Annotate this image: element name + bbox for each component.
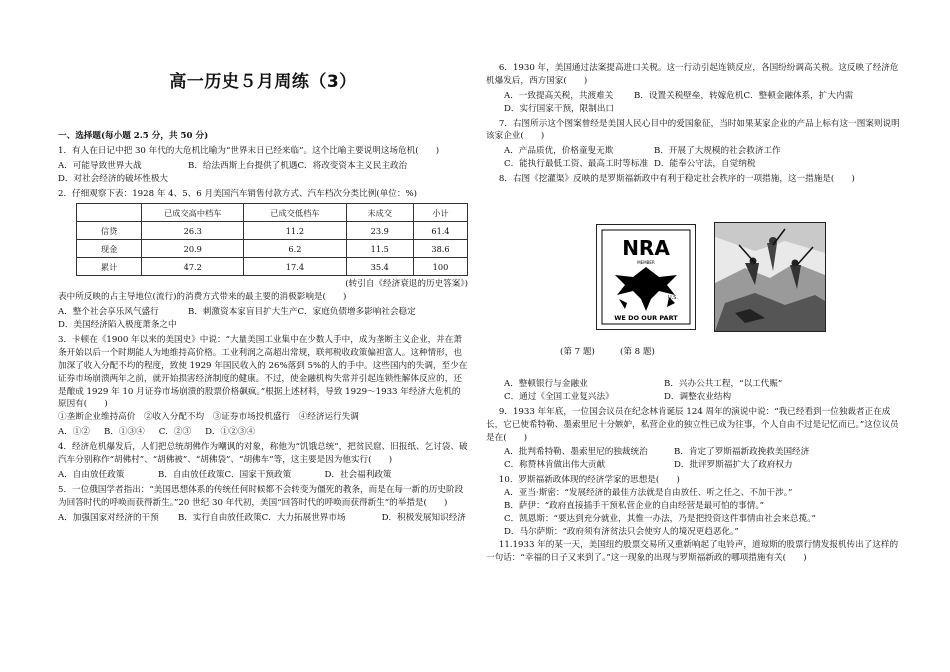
option-c[interactable]: C．②③ <box>158 427 192 438</box>
question-6 <box>486 62 906 116</box>
option-c[interactable]: C．大力拓展世界市场 <box>261 512 346 523</box>
option-a[interactable]: A．整顿银行与金融业 <box>504 379 588 389</box>
table-cell: 6.2 <box>244 240 346 258</box>
table-cell: 35.4 <box>346 258 413 276</box>
table-header-cell: 小计 <box>413 204 467 222</box>
question-11-stem: 11.1933 年的某一天，美国纽约股票交易所又重新响起了电铃声，道琼斯的股票行情发报机传出了这样的一句话：“幸福的日子又来到了。”这一现象的出现与罗斯福新政的哪项措施有关( ) <box>486 539 899 563</box>
figure-8-caption: (第 8 题) <box>620 347 655 357</box>
right-column-top <box>486 62 906 186</box>
option-c[interactable]: C．家庭负债增多影响社会稳定 <box>297 307 416 318</box>
option-c[interactable]: C．称赞林肯做出伟大贡献 <box>504 460 606 471</box>
question-3 <box>58 334 468 439</box>
question-8-stem: 8．右图《挖灌渠》反映的是罗斯福新政中有利于稳定社会秩序的一项措施，这一措施是( ) <box>498 174 855 185</box>
question-3-items: ①垄断企业维持高价 ②收入分配不均 ③证券市场投机盛行 ④经济运行失调 <box>58 412 359 423</box>
option-b[interactable]: B．实行自由放任政策 <box>178 512 262 523</box>
option-d[interactable]: D．调整农业结构 <box>664 391 732 402</box>
question-9-options <box>504 446 906 472</box>
question-7-options <box>504 145 906 171</box>
question-10-stem: 10．罗斯福新政体现的经济学家的思想是( ) <box>498 475 680 486</box>
option-d[interactable]: D．对社会经济的破坏性极大 <box>58 173 169 184</box>
option-a[interactable]: A．产品质优，价格童叟无欺 <box>504 146 614 157</box>
option-b[interactable]: B．给法西斯上台提供了机遇 <box>188 160 298 171</box>
nra-poster-image <box>596 224 696 330</box>
canal-workers-illustration-icon <box>715 223 825 331</box>
option-b[interactable]: B．开展了大规模的社会救济工作 <box>654 146 781 157</box>
option-d[interactable]: D．马尔萨斯：“政府须有济贫法只会使穷人的境况更趋恶化。” <box>504 526 739 537</box>
table-row <box>77 222 468 240</box>
question-1 <box>58 145 468 186</box>
nra-eagle-icon <box>597 225 695 329</box>
option-d[interactable]: D．社会福利政策 <box>324 469 392 480</box>
table-row <box>77 258 468 276</box>
option-c[interactable]: C．整顿金融体系，扩大内需 <box>743 90 854 101</box>
option-c[interactable]: C．通过《全国工业复兴法》 <box>504 391 614 402</box>
table-cell: 17.4 <box>244 258 346 276</box>
question-5 <box>58 484 468 525</box>
left-column <box>58 130 468 526</box>
table-row <box>77 240 468 258</box>
question-1-stem: 1．有人在日记中把 30 年代的大危机比喻为“世界末日已经来临”。这个比喻主要说明这场危机( ) <box>58 145 440 156</box>
option-b[interactable]: B．设置关税壁垒，转嫁危机 <box>634 90 744 101</box>
table-header-cell <box>77 204 142 222</box>
option-a[interactable]: A．批判希特勒、墨索里尼的独裁统治 <box>504 447 648 458</box>
question-2 <box>58 188 468 332</box>
option-a[interactable]: A．亚当·斯密：“发展经济的最佳方法就是自由放任、听之任之、不加干涉。” <box>504 488 793 499</box>
table-cell: 现金 <box>77 240 142 258</box>
option-d[interactable]: D．批评罗斯福扩大了政府权力 <box>674 460 793 471</box>
option-b[interactable]: B．自由放任政策 <box>158 469 225 480</box>
question-10 <box>486 474 906 538</box>
table-cell: 20.9 <box>142 240 244 258</box>
option-a[interactable]: A．①② <box>58 427 90 438</box>
poster-nra-text: NRA <box>622 236 670 260</box>
question-6-stem: 6．1930 年，美国通过法案提高进口关税。这一行动引起连锁反应，各国纷纷调高关税。这反映了经济危机爆发后，西方国家( ) <box>486 63 899 86</box>
option-d[interactable]: D．实行国家干预，限制出口 <box>504 103 615 114</box>
option-b[interactable]: B．萨伊：“政府直接插手干预私营企业的自由经营是最可怕的事情。” <box>504 501 765 512</box>
option-b[interactable]: B．兴办公共工程，“以工代赈” <box>664 379 783 389</box>
table-header-cell: 已成交低档车 <box>244 204 346 222</box>
option-a[interactable]: A．整个社会享乐风气盛行 <box>58 307 159 318</box>
question-9 <box>486 406 906 472</box>
table-source: (转引自《经济衰退的历史答案》) <box>345 279 468 290</box>
question-4-stem: 4．经济危机爆发后，人们把总统胡佛作为嘲讽的对象，称他为“饥饿总统”，把贫民窟、旧报纸、乞讨袋、破汽车分别称作“胡佛村”、“胡佛被”、“胡佛袋”、“胡佛车”等，这主要是因为他实行( ) <box>58 442 468 466</box>
table-header-cell: 未成交 <box>346 204 413 222</box>
poster-us-text: U.S. <box>667 295 679 301</box>
table-cell: 100 <box>413 258 467 276</box>
option-a[interactable]: A．自由放任政策 <box>58 469 125 480</box>
question-7 <box>486 118 906 172</box>
option-d[interactable]: D．美国经济陷入极度萧条之中 <box>58 320 177 331</box>
table-cell: 累计 <box>77 258 142 276</box>
question-2-question: 表中所反映的占主导地位(流行)的消费方式带来的最主要的消极影响是( ) <box>58 292 347 303</box>
question-1-options <box>58 160 468 186</box>
option-b[interactable]: B．肯定了罗斯福新政挽救美国经济 <box>674 447 810 458</box>
question-5-options <box>58 512 468 525</box>
question-4-options <box>58 469 468 482</box>
question-11 <box>486 539 906 565</box>
option-c[interactable]: C．凯恩斯：“要达到充分就业，其惟一办法，乃是把投资这件事情由社会来总揽。” <box>504 513 816 524</box>
option-b[interactable]: B．刺激资本家盲目扩大生产 <box>188 307 298 318</box>
page-title: 高一历史５月周练（3） <box>169 72 357 92</box>
table-cell: 23.9 <box>346 222 413 240</box>
question-8-options <box>504 378 906 404</box>
question-4 <box>58 441 468 482</box>
question-3-stem: 3．卡顿在《1900 年以来的美国史》中说：“大量美国工业集中在少数人手中，成为垄断主义企业，并在萧条开始以后一个时期能人为地维持高价格。工业利润之高超出常规，联邦税收政策偏袒富人。这种情形，也加深了收入分配不均的程度，致使 1929 年国民收入的 26%落到 5%的人的手中。这些国内的失调，至少在证券市场崩溃两年之前，就开始损害经济制度的健康。不过，使金融机构失常并引起连锁性解体反应的，还是酿成 1929 年 10 月证券市场崩溃的股票价格飙疯。”根据上述材料，导致 1929～1933 年经济大危机的原因有( ) <box>58 335 468 410</box>
table-cell: 信贷 <box>77 222 142 240</box>
question-6-options <box>504 90 906 116</box>
table-header-row <box>77 204 468 222</box>
poster-member-text: MEMBER <box>637 260 655 265</box>
figures <box>596 222 826 332</box>
sales-table <box>76 203 468 276</box>
option-a[interactable]: A．加强国家对经济的干预 <box>58 512 159 523</box>
figure-7-caption: (第 7 题) <box>560 347 595 357</box>
table-cell: 11.2 <box>244 222 346 240</box>
option-d[interactable]: D．能奉公守法，自觉纳税 <box>654 159 756 170</box>
question-3-options <box>58 426 468 439</box>
right-column-bottom <box>486 376 906 564</box>
question-10-options <box>504 487 906 539</box>
option-d[interactable]: D．①②③④ <box>205 427 255 438</box>
option-c[interactable]: C．能执行最低工资、最高工时等标准 <box>504 159 649 170</box>
option-c[interactable]: C．将改变资本主义民主政治 <box>297 160 408 171</box>
question-2-stem: 2．仔细观察下表：1928 年 4、5、6 月美国汽车销售付款方式、汽车档次分类比例(单位：%) <box>58 188 417 199</box>
option-c[interactable]: C．国家干预政策 <box>224 469 292 480</box>
question-2-options <box>58 306 468 332</box>
table-header-cell: 已成交高中档车 <box>142 204 244 222</box>
question-5-stem: 5．一位俄国学者指出：“美国思想体系的传统任何时候都不会转变为僵死的教条，而是在每一新的历史阶段为回答时代的呼唤而获得新生。”20 世纪 30 年代初，美国“回答时代的呼唤而获得新生”的举措是( ) <box>58 484 464 508</box>
table-cell: 26.3 <box>142 222 244 240</box>
poster-slogan-text: WE DO OUR PART <box>614 314 678 322</box>
table-cell: 61.4 <box>413 222 467 240</box>
option-b[interactable]: B．①③④ <box>104 427 145 438</box>
option-a[interactable]: A．一致提高关税，共渡难关 <box>504 90 614 101</box>
option-a[interactable]: A．可能导致世界大战 <box>58 160 142 171</box>
section-heading: 一、选择题(每小题 2.5 分，共 50 分) <box>58 131 209 141</box>
question-9-stem: 9．1933 年年底，一位国会议员在纪念林肯诞辰 124 周年的演说中说：“我已经看到一位独裁者正在成长，它已使希特勒、墨索里尼十分嫉妒，私营企业的独立性已成为往事，个人自由不过是记忆而已。”这位议员是在( ) <box>486 406 899 443</box>
digging-canal-image <box>714 222 826 332</box>
table-cell: 11.5 <box>346 240 413 258</box>
option-d[interactable]: D．积极发展知识经济 <box>381 512 466 523</box>
table-cell: 38.6 <box>413 240 467 258</box>
table-cell: 47.2 <box>142 258 244 276</box>
question-7-stem: 7．右图所示这个图案曾经是美国人民心目中的爱国象征，当时如果某家企业的产品上标有这一图案则说明该家企业( ) <box>486 118 900 142</box>
